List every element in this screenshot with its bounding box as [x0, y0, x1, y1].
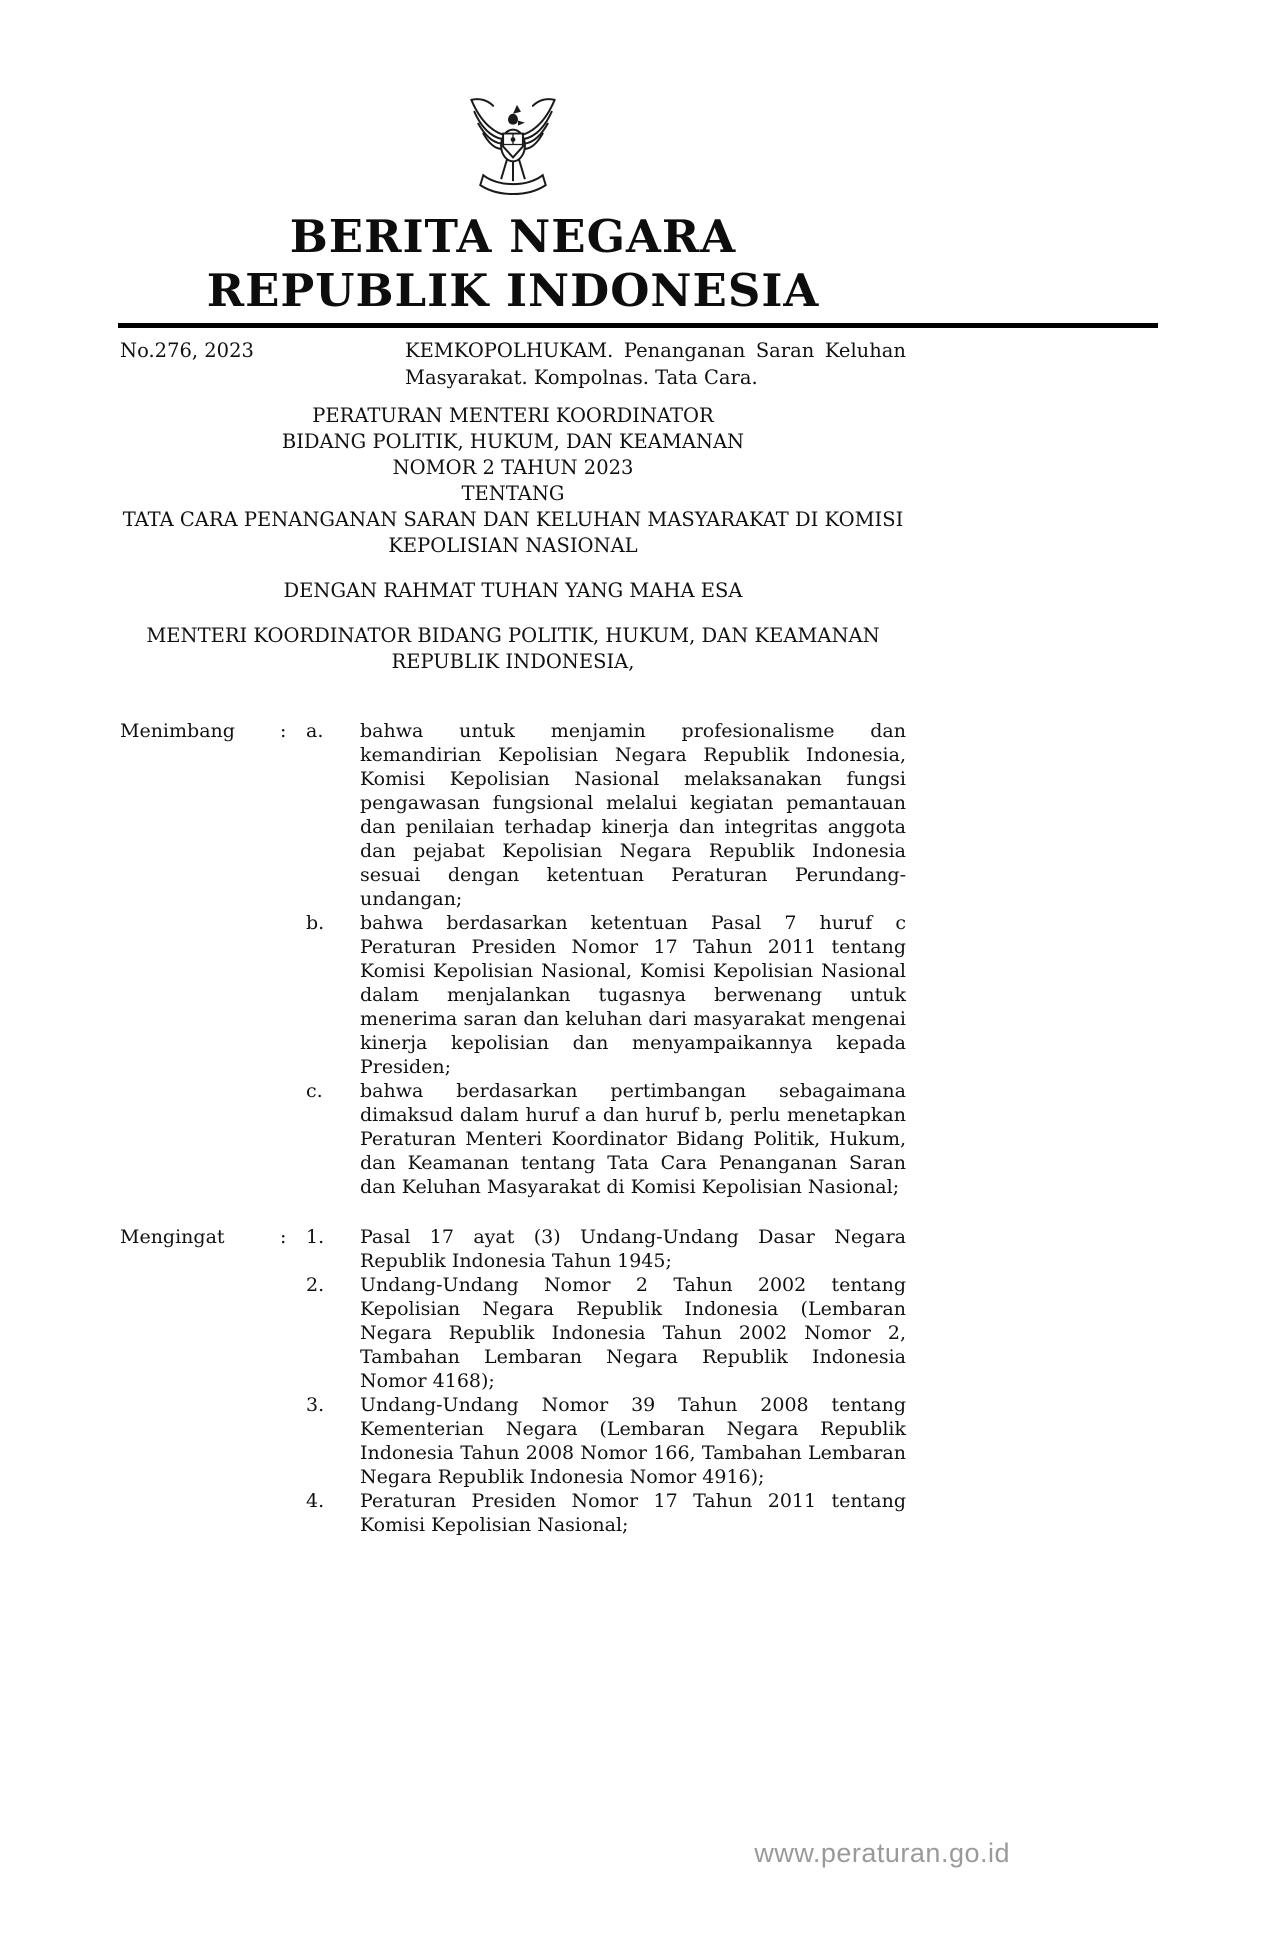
regulation-title-line: PERATURAN MENTERI KOORDINATOR: [312, 404, 714, 427]
emblem-container: [120, 84, 906, 198]
masthead-title-line1: BERITA NEGARA: [289, 210, 737, 263]
gazette-number: No.276, 2023: [120, 339, 254, 362]
clause-text: bahwa berdasarkan ketentuan Pasal 7 huruf c Peraturan Presiden Nomor 17 Tahun 2011 tentang Komisi Kepolisian Nasional, Komisi Kepolisian Nasional dalam menjalankan tugasnya berwenang untuk menerima saran dan keluhan dari masyarakat mengenai kinerja kepolisian dan menyampaikannya kepada Presiden;: [360, 912, 906, 1078]
content-column: [120, 0, 906, 1537]
considerations-section: [120, 719, 906, 1199]
clause-text: bahwa untuk menjamin profesionalisme dan kemandirian Kepolisian Negara Republik Indonesia, Komisi Kepolisian Nasional melaksanakan fungsi pengawasan fungsional melalui kegiatan pemantauan dan penilaian terhadap kinerja dan integritas anggota dan pejabat Kepolisian Negara Republik Indonesia sesuai dengan ketentuan Peraturan Perundang-undangan;: [360, 720, 906, 910]
authority-block: [120, 623, 906, 675]
gazette-header-line: [120, 337, 906, 391]
legal-basis-colon: :: [280, 1226, 287, 1248]
regulation-title-block: [120, 403, 906, 559]
regulation-title-line: TENTANG: [461, 482, 565, 505]
clause-marker: 2.: [306, 1274, 325, 1296]
legal-basis-section: [120, 1225, 906, 1537]
clause-text: bahwa berdasarkan pertimbangan sebagaimana dimaksud dalam huruf a dan huruf b, perlu menetapkan Peraturan Menteri Koordinator Bidang Politik, Hukum, dan Keamanan tentang Tata Cara Penanganan Saran dan Keluhan Masyarakat di Komisi Kepolisian Nasional;: [360, 1080, 906, 1198]
regulation-title-line: TATA CARA PENANGANAN SARAN DAN KELUHAN MASYARAKAT DI KOMISI: [122, 508, 904, 531]
authority-line1: MENTERI KOORDINATOR BIDANG POLITIK, HUKUM, DAN KEAMANAN: [146, 624, 880, 647]
considerations-label: Menimbang: [120, 720, 235, 742]
clause-marker: a.: [306, 720, 324, 742]
regulation-title-line: BIDANG POLITIK, HUKUM, DAN KEAMANAN: [281, 430, 745, 453]
clause-marker: 1.: [306, 1226, 325, 1248]
clause-text: Peraturan Presiden Nomor 17 Tahun 2011 tentang Komisi Kepolisian Nasional;: [360, 1490, 906, 1536]
clause-marker: c.: [306, 1080, 323, 1102]
clause-text: Undang-Undang Nomor 2 Tahun 2002 tentang Kepolisian Negara Republik Indonesia (Lembaran Negara Republik Indonesia Tahun 2002 Nomor 2, Tambahan Lembaran Negara Republik Indonesia Nomor 4168);: [360, 1274, 906, 1392]
clause-marker: b.: [306, 912, 325, 934]
considerations-colon: :: [280, 720, 287, 742]
invocation-line: DENGAN RAHMAT TUHAN YANG MAHA ESA: [283, 579, 743, 602]
masthead-divider-rule: [118, 323, 1158, 328]
gazette-subject: KEMKOPOLHUKAM. Penanganan Saran Keluhan Masyarakat. Kompolnas. Tata Cara.: [405, 339, 906, 389]
masthead-title: [120, 210, 906, 318]
regulation-title-line: NOMOR 2 TAHUN 2023: [392, 456, 634, 479]
clause-text: Pasal 17 ayat (3) Undang-Undang Dasar Negara Republik Indonesia Tahun 1945;: [360, 1226, 906, 1272]
clause-marker: 4.: [306, 1490, 325, 1512]
regulation-title-line: KEPOLISIAN NASIONAL: [388, 534, 638, 557]
authority-line2: REPUBLIK INDONESIA,: [391, 650, 635, 673]
masthead-title-line2: REPUBLIK INDONESIA: [206, 264, 820, 317]
legal-basis-label: Mengingat: [120, 1226, 225, 1248]
clause-marker: 3.: [306, 1394, 325, 1416]
garuda-pancasila-emblem: [463, 84, 563, 198]
footer-watermark-url: www.peraturan.go.id: [754, 1838, 1010, 1868]
clause-text: Undang-Undang Nomor 39 Tahun 2008 tentang Kementerian Negara (Lembaran Negara Republik Indonesia Tahun 2008 Nomor 166, Tambahan Lembaran Negara Republik Indonesia Nomor 4916);: [360, 1394, 906, 1488]
